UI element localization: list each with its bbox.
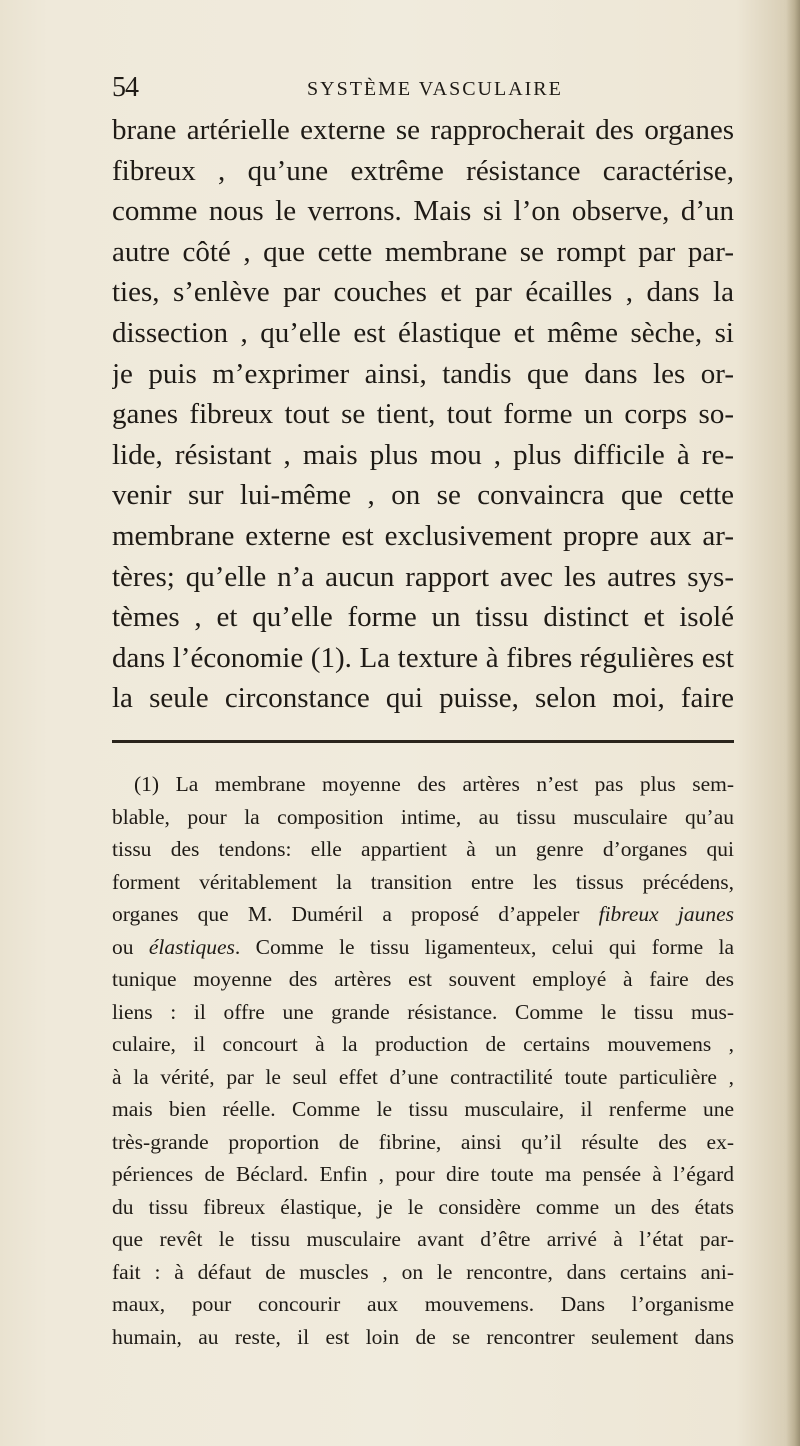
text-line: tères; qu’elle n’a aucun rapport avec les autres sys- xyxy=(112,560,734,593)
text-line: comme nous le verrons. Mais si l’on observe, d’un xyxy=(112,195,734,228)
text-line: membrane externe est exclusivement propre aux ar- xyxy=(112,519,734,552)
footnote-text: ou xyxy=(112,934,149,959)
footnote-text: organes que M. Duméril a proposé d’appeler xyxy=(112,902,599,926)
footnote-line: périences de Béclard. Enfin , pour dire toute ma pensée à l’égard xyxy=(112,1162,734,1186)
footnote-text: . Comme le tissu ligamenteux, celui qui forme la xyxy=(234,934,734,959)
text-line: dissection , qu’elle est élastique et même sèche, si xyxy=(112,316,734,349)
footnote-line: maux, pour concourir aux mouvemens. Dans l’organisme xyxy=(112,1292,734,1316)
footnote-italic-term: fibreux jaunes xyxy=(598,902,734,926)
text-line: brane artérielle externe se rapprocherait des organes xyxy=(112,114,734,146)
footnote-line: (1) La membrane moyenne des artères n’est pas plus sem- xyxy=(134,772,734,796)
text-line: venir sur lui-même , on se convaincra que cette xyxy=(112,479,734,512)
text-line: fibreux , qu’une extrême résistance caractérise, xyxy=(112,154,734,187)
text-line: lide, résistant , mais plus mou , plus difficile à re- xyxy=(112,438,734,471)
text-line: ties, s’enlève par couches et par écailles , dans la xyxy=(112,276,734,309)
footnote-separator-rule xyxy=(112,740,734,743)
text-line: je puis m’exprimer ainsi, tandis que dans les or- xyxy=(112,357,734,390)
footnote-italic-term: élastiques xyxy=(148,934,235,959)
footnote-line xyxy=(112,898,734,931)
text-line: tèmes , et qu’elle forme un tissu distinct et isolé xyxy=(112,601,734,634)
text-line: autre côté , que cette membrane se rompt par par- xyxy=(112,235,734,268)
main-text xyxy=(112,110,734,719)
running-head: SYSTÈME VASCULAIRE xyxy=(307,78,563,100)
text-line: la seule circonstance qui puisse, selon moi, faire xyxy=(112,682,734,715)
text-line: dans l’économie (1). La texture à fibres régulières est xyxy=(112,641,734,674)
footnote-line: blable, pour la composition intime, au tissu musculaire qu’au xyxy=(112,804,734,829)
footnote-line: très-grande proportion de fibrine, ainsi qu’il résulte des ex- xyxy=(112,1129,734,1154)
footnote-line: tissu des tendons: elle appartient à un genre d’organes qui xyxy=(112,837,734,861)
footnote-line: culaire, il concourt à la production de certains mouvemens , xyxy=(112,1032,734,1056)
page-header xyxy=(112,70,712,110)
footnote-line: que revêt le tissu musculaire avant d’être arrivé à l’état par- xyxy=(112,1227,734,1251)
footnote-line: tunique moyenne des artères est souvent employé à faire des xyxy=(112,967,734,991)
page-number: 54 xyxy=(112,72,138,103)
footnote-line: mais bien réelle. Comme le tissu musculaire, il renferme une xyxy=(112,1097,734,1121)
footnote-line: fait : à défaut de muscles , on le rencontre, dans certains ani- xyxy=(112,1259,734,1284)
footnote-line: liens : il offre une grande résistance. Comme le tissu mus- xyxy=(112,999,734,1024)
footnote-line: du tissu fibreux élastique, je le considère comme un des états xyxy=(112,1194,734,1219)
footnote xyxy=(112,768,734,1353)
text-line: ganes fibreux tout se tient, tout forme un corps so- xyxy=(112,398,734,431)
footnote-line xyxy=(112,931,734,964)
page-edge-shadow xyxy=(786,0,800,1446)
footnote-line: forment véritablement la transition entre les tissus précédens, xyxy=(112,869,734,894)
footnote-line: à la vérité, par le seul effet d’une contractilité toute particulière , xyxy=(112,1064,734,1089)
footnote-line: humain, au reste, il est loin de se rencontrer seulement dans xyxy=(112,1324,734,1349)
